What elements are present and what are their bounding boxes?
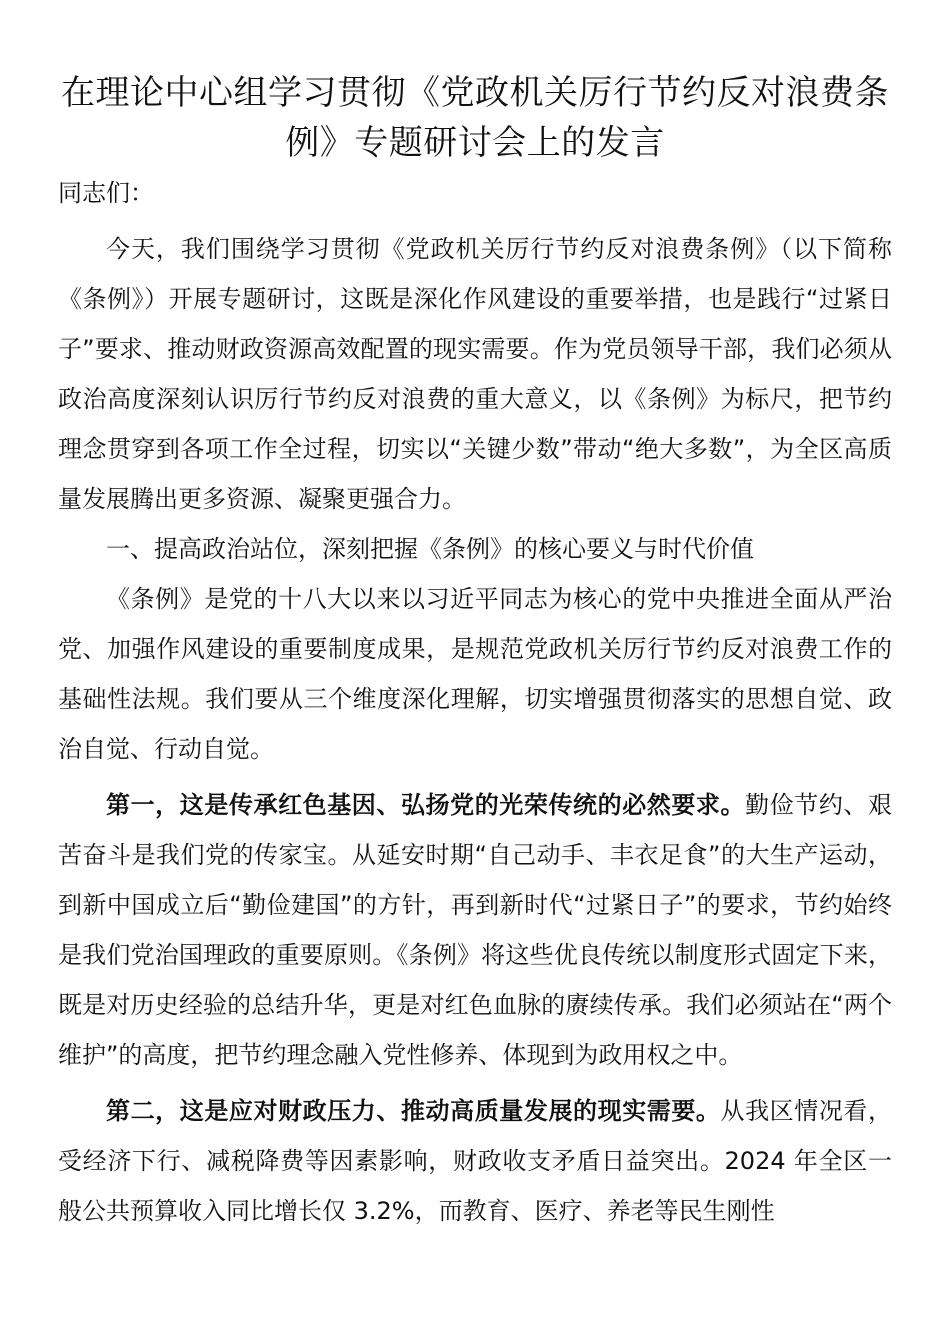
section-1-heading: 一、提高政治站位，深刻把握《条例》的核心要义与时代价值	[106, 535, 754, 563]
document-title: 在理论中心组学习贯彻《党政机关厉行节约反对浪费条例》专题研讨会上的发言	[61, 73, 889, 163]
point-2-lead: 第二，这是应对财政压力、推动高质量发展的现实需要。	[106, 1097, 721, 1125]
section-1-intro-paragraph: 《条例》是党的十八大以来以习近平同志为核心的党中央推进全面从严治党、加强作风建设的重要制度成果，是规范党政机关厉行节约反对浪费工作的基础性法规。我们要从三个维度深化理解，切实增强贯彻落实的思想自觉、政治自觉、行动自觉。	[58, 585, 892, 763]
salutation: 同志们：	[58, 179, 154, 207]
point-2-body: 从我区情况看，受经济下行、减税降费等因素影响，财政收支矛盾日益突出。2024 年全区一般公共预算收入同比增长仅 3.2%，而教育、医疗、养老等民生刚性	[58, 1097, 892, 1225]
document-page	[58, 68, 892, 1236]
point-1-body: 勤俭节约、艰苦奋斗是我们党的传家宝。从延安时期“自己动手、丰衣足食”的大生产运动，到新中国成立后“勤俭建国”的方针，再到新时代“过紧日子”的要求，节约始终是我们党治国理政的重要原则。《条例》将这些优良传统以制度形式固定下来，既是对历史经验的总结升华，更是对红色血脉的赓续传承。我们必须站在“两个维护”的高度，把节约理念融入党性修养、体现到为政用权之中。	[58, 791, 893, 1069]
point-2-paragraph	[58, 1086, 892, 1236]
intro-paragraph: 今天，我们围绕学习贯彻《党政机关厉行节约反对浪费条例》（以下简称《条例》）开展专题研讨，这既是深化作风建设的重要举措，也是践行“过紧日子”要求、推动财政资源高效配置的现实需要。作为党员领导干部，我们必须从政治高度深刻认识厉行节约反对浪费的重大意义，以《条例》为标尺，把节约理念贯穿到各项工作全过程，切实以“关键少数”带动“绝大多数”，为全区高质量发展腾出更多资源、凝聚更强合力。	[58, 235, 892, 513]
point-1-lead: 第一，这是传承红色基因、弘扬党的光荣传统的必然要求。	[106, 791, 746, 819]
point-1-paragraph	[58, 780, 892, 1080]
